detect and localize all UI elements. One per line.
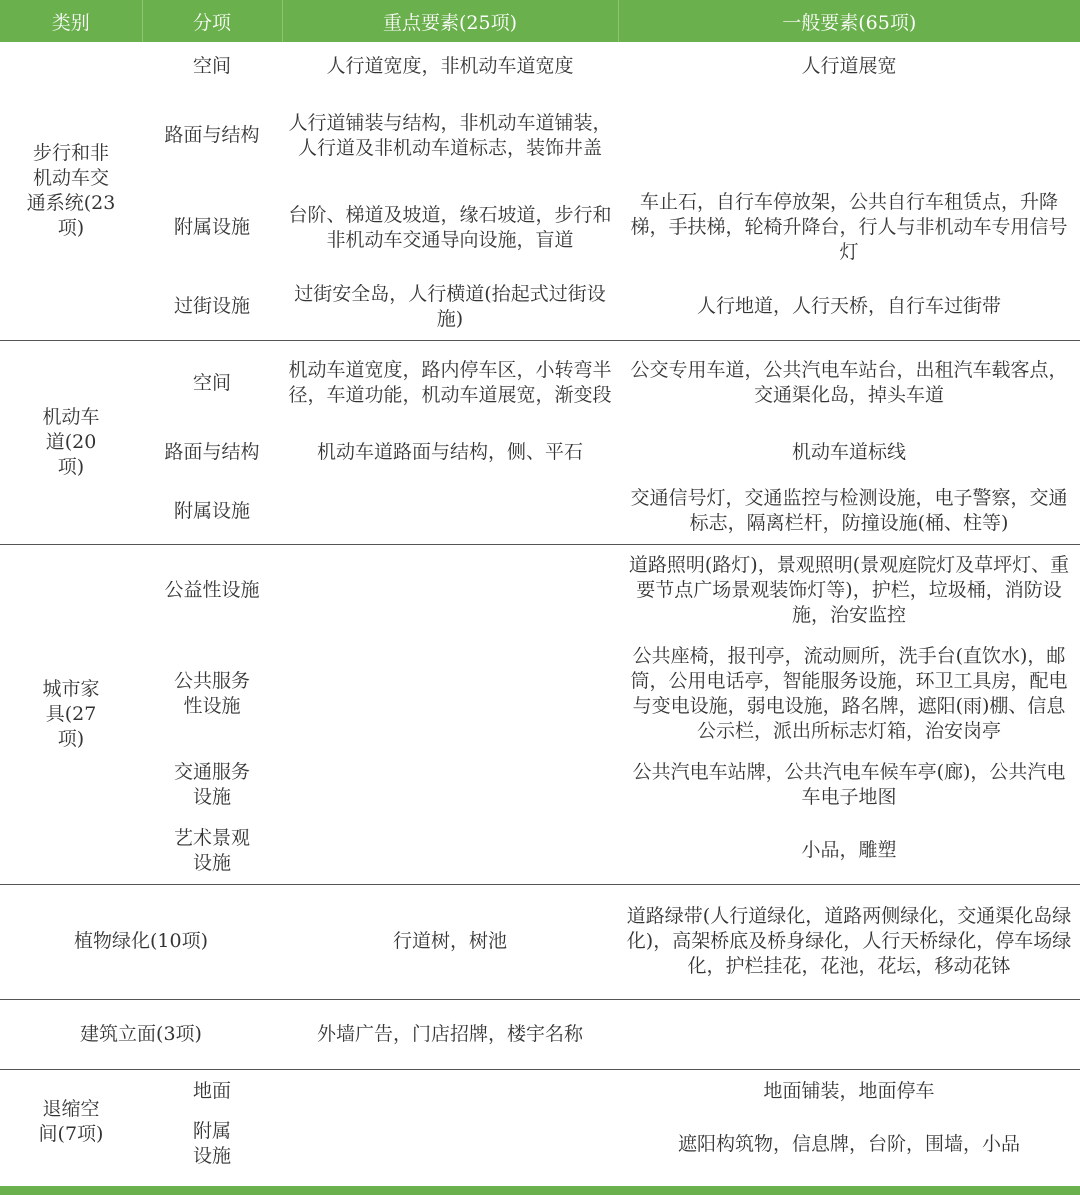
general-elements-cell: 地面铺装，地面停车 [618,1069,1080,1113]
general-elements-cell: 机动车道标线 [791,441,906,463]
category-setback: 退缩空间(7项) [0,1069,142,1175]
subitem-cell: 公共服务性设施 [173,670,250,717]
table-row [0,479,1080,544]
key-elements-cell [282,1069,618,1113]
general-elements-cell: 道路绿带(人行道绿化，道路两侧绿化，交通渠化岛绿化)，高架桥底及桥身绿化，人行天桥绿化，停车场绿化，护栏挂花，花池，花坛，移动花钵 [618,884,1080,999]
general-elements-cell: 小品，雕塑 [801,839,897,862]
table-row [0,999,1080,1069]
general-elements-cell: 遮阳构筑物，信息牌，台阶，围墙，小品 [677,1132,1020,1155]
table-row [0,752,1080,818]
table-row [0,884,1080,999]
header-subitem: 分项 [142,0,282,42]
key-elements-cell: 人行道宽度，非机动车道宽度 [326,54,574,77]
category-plants: 植物绿化(10项) [0,884,282,999]
general-elements-cell [618,999,1080,1069]
table-header-row [0,0,1080,42]
general-elements-cell: 公共座椅，报刊亭，流动厕所，洗手台(直饮水)，邮筒，公用电话亭，智能服务设施，环卫工具房，配电与变电设施，弱电设施，路名牌，遮阳(雨)棚、信息公示栏，派出所标志灯箱，治安岗亭 [630,645,1068,742]
subitem-cell: 附属设施 [173,216,250,238]
table-row [0,544,1080,636]
key-elements-cell [282,752,618,818]
header-general-elements: 一般要素(65项) [618,0,1080,42]
key-elements-cell: 机动车道路面与结构，侧、平石 [316,441,583,463]
general-elements-cell [618,90,1080,181]
general-elements-cell: 道路照明(路灯)，景观照明(景观庭院灯及草坪灯、重要节点广场景观装饰灯等)，护栏，垃圾桶，消防设施，治安监控 [618,544,1080,636]
key-elements-cell: 机动车道宽度，路内停车区，小转弯半径，车道功能，机动车道展宽，渐变段 [282,340,618,426]
table-row [0,42,1080,90]
key-elements-cell [282,544,618,636]
key-elements-cell: 台阶、梯道及坡道，缘石坡道，步行和非机动车交通导向设施，盲道 [288,203,612,251]
subitem-cell: 地面 [142,1069,282,1113]
table-row [0,636,1080,752]
header-category: 类别 [0,0,142,42]
subitem-cell: 附属设施 [192,1120,231,1167]
table-row [0,1113,1080,1175]
table-row [0,274,1080,340]
category-motor: 机动车道(20项) [0,340,142,544]
key-elements-cell: 外墙广告，门店招牌，楼宇名称 [282,999,618,1069]
subitem-cell: 空间 [142,340,282,426]
category-walk: 步行和非机动车交通系统(23项) [26,141,116,239]
general-elements-cell: 交通信号灯，交通监控与检测设施，电子警察，交通标志，隔离栏杆，防撞设施(桶、柱等) [630,487,1068,535]
table-row [0,1069,1080,1113]
table-row [0,181,1080,274]
category-facade: 建筑立面(3项) [0,999,282,1069]
key-elements-cell: 人行道铺装与结构，非机动车道铺装，人行道及非机动车道标志，装饰井盖 [288,111,612,159]
bottom-accent-bar [0,1186,1080,1195]
general-elements-cell: 公交专用车道，公共汽电车站台，出租汽车载客点，交通渠化岛，掉头车道 [618,340,1080,426]
key-elements-cell [282,818,618,884]
general-elements-cell: 公共汽电车站牌，公共汽电车候车亭(廊)，公共汽电车电子地图 [632,761,1066,808]
general-elements-cell: 人行道展宽 [801,54,897,77]
key-elements-cell [282,1113,618,1175]
subitem-cell: 过街设施 [173,295,250,318]
subitem-cell: 路面与结构 [164,441,260,463]
table-row [0,340,1080,426]
subitem-cell: 空间 [192,54,231,77]
key-elements-cell: 行道树，树池 [282,884,618,999]
subitem-cell: 路面与结构 [164,124,260,146]
general-elements-cell: 人行地道，人行天桥，自行车过街带 [696,295,1001,318]
key-elements-cell [282,636,618,752]
table-row [0,426,1080,479]
table-row [0,90,1080,181]
subitem-cell: 公益性设施 [142,544,282,636]
subitem-cell: 交通服务设施 [173,761,250,808]
subitem-cell: 附属设施 [173,499,250,522]
category-furniture: 城市家具(27项) [0,544,142,884]
general-elements-cell: 车止石，自行车停放架，公共自行车租赁点，升降梯，手扶梯，轮椅升降台，行人与非机动车专用信号灯 [630,191,1068,263]
key-elements-cell: 过街安全岛，人行横道(抬起式过街设施) [294,282,606,330]
table-row [0,818,1080,884]
subitem-cell: 艺术景观设施 [173,826,250,874]
header-key-elements: 重点要素(25项) [282,0,618,42]
key-elements-cell [282,479,618,544]
